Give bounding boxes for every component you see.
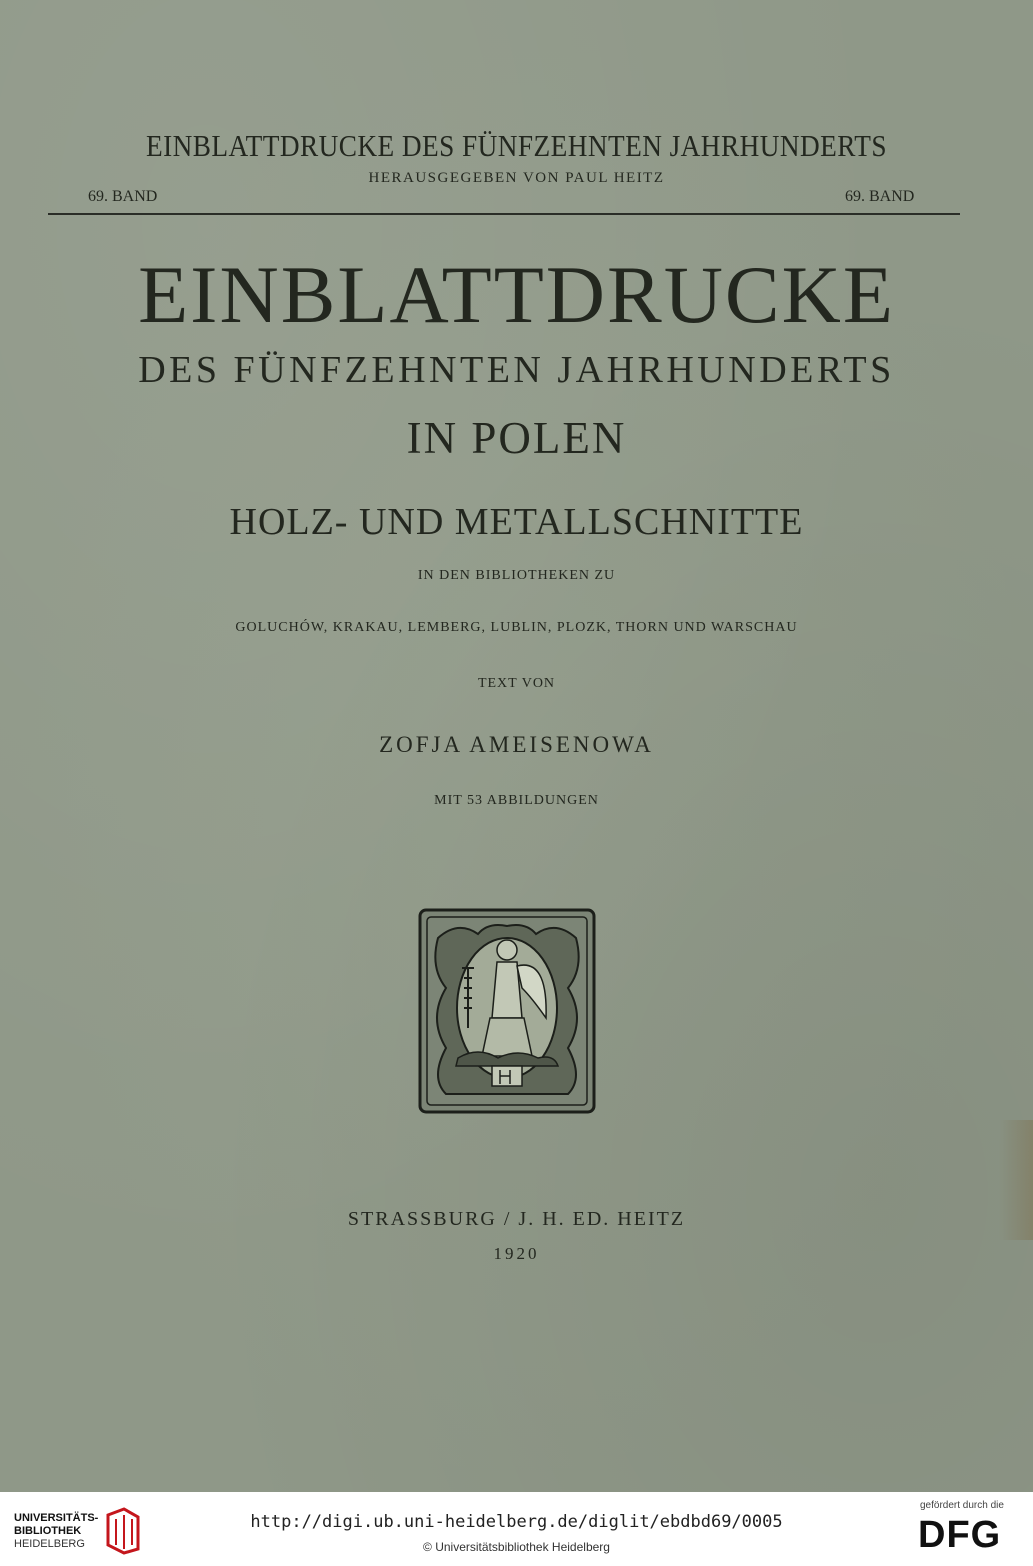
- library-line-1: UNIVERSITÄTS-: [14, 1512, 99, 1524]
- libraries-intro: IN DEN BIBLIOTHEKEN ZU: [417, 568, 616, 583]
- dfg-logo: DFG: [918, 1514, 1002, 1556]
- text-by-label: TEXT VON: [477, 676, 556, 691]
- author-name: ZOFJA AMEISENOWA: [379, 732, 654, 757]
- libraries-list: GOLUCHÓW, KRAKAU, LEMBERG, LUBLIN, PLOZK, THORN UND WARSCHAU: [235, 620, 798, 635]
- series-editor: HERAUSGEGEBEN VON PAUL HEITZ: [368, 170, 665, 186]
- subtitle-technique: HOLZ- UND METALLSCHNITTE: [229, 501, 804, 543]
- publisher-imprint: STRASSBURG / J. H. ED. HEITZ: [347, 1208, 686, 1230]
- library-line-3: HEIDELBERG: [14, 1538, 85, 1550]
- main-title: EINBLATTDRUCKE: [138, 249, 895, 340]
- funding-note: gefördert durch die: [920, 1500, 1004, 1511]
- volume-label-left: 69. BAND: [88, 188, 158, 205]
- publication-year: 1920: [493, 1244, 540, 1263]
- header-rule: [48, 213, 960, 215]
- subtitle-country: IN POLEN: [406, 413, 627, 463]
- series-title: EINBLATTDRUCKE DES FÜNFZEHNTEN JAHRHUNDERTS: [146, 128, 887, 163]
- illustrations-note: MIT 53 ABBILDUNGEN: [434, 793, 599, 808]
- copyright-notice: © Universitätsbibliothek Heidelberg: [423, 1540, 610, 1554]
- subtitle-century: DES FÜNFZEHNTEN JAHRHUNDERTS: [138, 349, 895, 391]
- permalink-url[interactable]: http://digi.ub.uni-heidelberg.de/diglit/ebdbd69/0005: [250, 1512, 783, 1532]
- library-line-2: BIBLIOTHEK: [14, 1525, 82, 1537]
- printers-mark-emblem: [418, 908, 596, 1114]
- volume-label-right: 69. BAND: [845, 188, 915, 205]
